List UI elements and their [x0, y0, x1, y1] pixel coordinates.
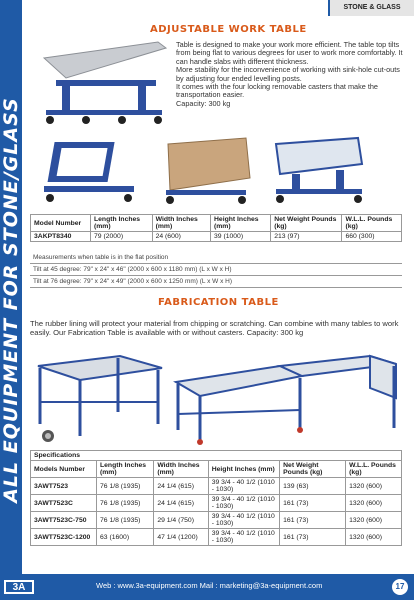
- column-header: Width Inches (mm): [152, 215, 210, 232]
- fabrication-table-spec-table: [30, 450, 402, 546]
- company-logo: 3A: [4, 580, 34, 594]
- column-header: W.L.L. Pounds (kg): [342, 215, 402, 232]
- column-header: Width Inches (mm): [154, 461, 208, 478]
- table-cell: 24 (600): [152, 232, 210, 242]
- table-cell: 29 1/4 (750): [154, 512, 208, 529]
- table-row: [31, 478, 402, 495]
- table-cell: 39 3/4 - 40 1/2 (1010 - 1030): [208, 478, 279, 495]
- table-cell: 63 (1600): [97, 529, 154, 546]
- adjustable-table-spec-table: [30, 214, 402, 242]
- table-cell: 79 (2000): [91, 232, 153, 242]
- table-header-row: [31, 461, 402, 478]
- table-caption-row: [31, 451, 402, 461]
- footer-bar: [0, 574, 414, 600]
- table-cell: 213 (97): [271, 232, 342, 242]
- column-header: Height Inches (mm): [208, 461, 279, 478]
- tilt-76-note: Tilt at 76 degree: 79" x 24" x 49" (2000 x 600 x 1250 mm) (L x W x H): [30, 276, 402, 288]
- table-cell: 3AKPT8340: [31, 232, 91, 242]
- column-header: W.L.L. Pounds (kg): [346, 461, 402, 478]
- table-cell: 161 (73): [280, 495, 346, 512]
- table-cell: 161 (73): [280, 529, 346, 546]
- table-cell: 39 3/4 - 40 1/2 (1010 - 1030): [208, 512, 279, 529]
- desc-paragraph: More stability for the inconvenience of working with sink-hole cut-outs by adjusting four ended levelling posts.: [176, 65, 400, 83]
- column-header: Net Weight Pounds (kg): [271, 215, 342, 232]
- table-cell: 3AWT7523C: [31, 495, 97, 512]
- table-cell: 24 1/4 (615): [154, 495, 208, 512]
- table-cell: 39 (1000): [211, 232, 271, 242]
- table-row: [31, 232, 402, 242]
- column-header: Height Inches (mm): [211, 215, 271, 232]
- tilt-45-note: Tilt at 45 degree: 79" x 24" x 46" (2000 x 600 x 1180 mm) (L x W x H): [30, 264, 402, 276]
- work-table-photo-tilted: [34, 134, 144, 206]
- table-cell: 139 (63): [280, 478, 346, 495]
- table-cell: 76 1/8 (1935): [97, 512, 154, 529]
- table-cell: 76 1/8 (1935): [97, 478, 154, 495]
- sidebar-band: [0, 0, 22, 600]
- fabrication-table-photo-combined: [170, 348, 404, 448]
- table-cell: 1320 (600): [346, 529, 402, 546]
- table-cell: 3AWT7523: [31, 478, 97, 495]
- table-row: [31, 529, 402, 546]
- table-cell: 1320 (600): [346, 478, 402, 495]
- table-cell: 76 1/8 (1935): [97, 495, 154, 512]
- column-header: Net Weight Pounds (kg): [280, 461, 346, 478]
- table-cell: 3AWT7523C-750: [31, 512, 97, 529]
- sidebar-title: ALL EQUIPMENT FOR STONE/GLASS: [0, 97, 22, 503]
- fabrication-table-photo-single: [30, 352, 170, 448]
- table-row: [31, 495, 402, 512]
- table-row: [31, 512, 402, 529]
- table-cell: 24 1/4 (615): [154, 478, 208, 495]
- fabrication-table-description: The rubber lining will protect your material from chipping or scratching. Can combine with many tables to work easily. Our Fabrication Table is available with or without casters. Capacity: 300 kg: [30, 319, 399, 337]
- table-cell: 3AWT7523C-1200: [31, 529, 97, 546]
- contact-info: Web : www.3a-equipment.com Mail : marketing@3a-equipment.com: [96, 581, 323, 590]
- desc-paragraph: It comes with the four locking removable casters that make the transportation easier.: [176, 82, 378, 100]
- column-header: Length Inches (mm): [91, 215, 153, 232]
- column-header: Length Inches (mm): [97, 461, 154, 478]
- table-cell: 39 3/4 - 40 1/2 (1010 - 1030): [208, 529, 279, 546]
- table-cell: 39 3/4 - 40 1/2 (1010 - 1030): [208, 495, 279, 512]
- work-table-photo-slab: [150, 134, 260, 206]
- desc-paragraph: Table is designed to make your work more efficient. The table top tilts from being flat to various degrees for user to work more comfortably. It can handle slabs with different thickness.: [176, 40, 403, 66]
- table-cell: 1320 (600): [346, 512, 402, 529]
- work-table-photo-flat: [26, 36, 174, 131]
- adjustable-table-description: [176, 41, 404, 108]
- measurement-note: Measurements when table is in the flat position: [30, 252, 402, 264]
- fabrication-table-title: FABRICATION TABLE: [158, 297, 279, 308]
- table-caption: Specifications: [31, 451, 402, 461]
- table-cell: 1320 (600): [346, 495, 402, 512]
- adjustable-work-table-title: ADJUSTABLE WORK TABLE: [150, 24, 307, 35]
- category-tag: STONE & GLASS: [328, 0, 414, 16]
- column-header: Models Number: [31, 461, 97, 478]
- desc-paragraph: Capacity: 300 kg: [176, 98, 231, 108]
- table-cell: 660 (300): [342, 232, 402, 242]
- table-header-row: [31, 215, 402, 232]
- page-number: 17: [392, 579, 408, 595]
- column-header: Model Number: [31, 215, 91, 232]
- work-table-photo-frame: [262, 134, 372, 206]
- table-cell: 47 1/4 (1200): [154, 529, 208, 546]
- table-cell: 161 (73): [280, 512, 346, 529]
